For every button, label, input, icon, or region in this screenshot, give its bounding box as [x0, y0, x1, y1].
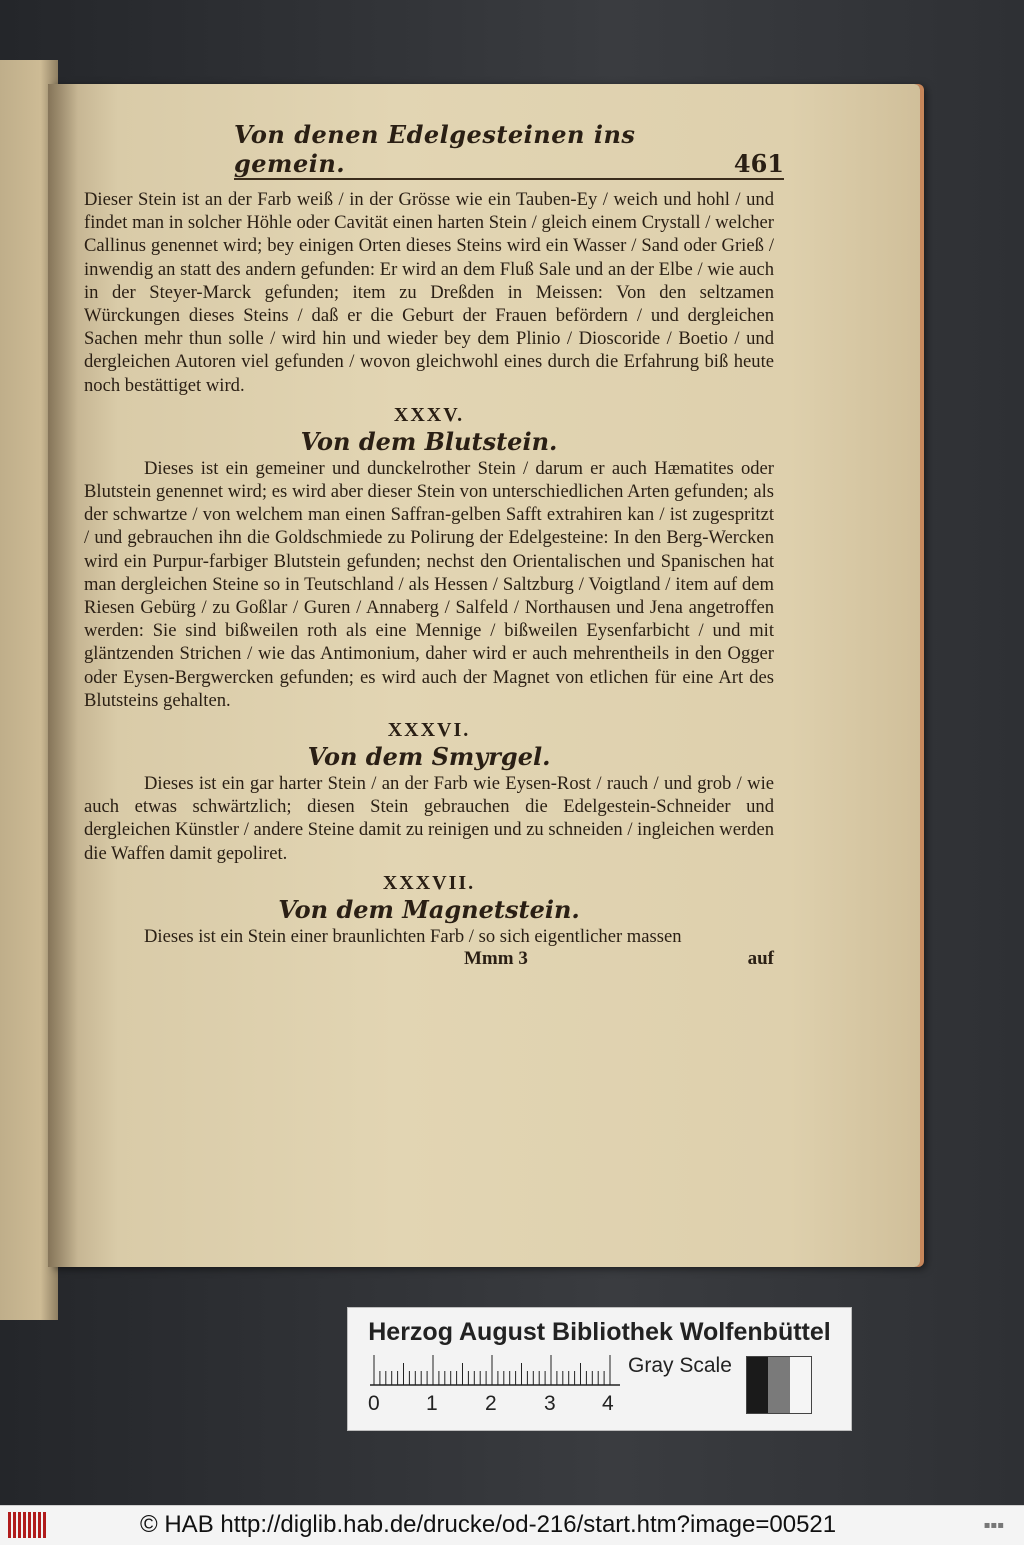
section-title-36: Von dem Smyrgel. [307, 742, 551, 772]
catchword: auf [747, 948, 774, 970]
section-text-36: Dieses ist ein gar harter Stein / an der Farb wie Eysen-Rost / rauch / und grob / wie auch etwas schwärtzlich; diesen Stein gebrauchen die Edelgestein-Schneider und dergleichen Künstler / andere Steine damit zu reinigen und zu schneiden / ingleichen werden die Waffen damit gepoliret. [84, 773, 774, 864]
viewer-footer [0, 1505, 1024, 1545]
section-number-36: XXXVI. [387, 719, 471, 742]
ruler-number-3: 3 [544, 1392, 556, 1415]
footer-marker-icon: ▪▪▪ [983, 1520, 1004, 1531]
signature-line [84, 948, 774, 974]
gray-swatch-dark [747, 1357, 768, 1413]
page-text-block [84, 120, 784, 974]
gray-scale-swatch [746, 1356, 812, 1414]
section-title-37: Von dem Magnetstein. [278, 894, 580, 924]
ruler-number-4: 4 [602, 1392, 614, 1415]
section-title-35: Von dem Blutstein. [300, 426, 558, 456]
ruler-number-2: 2 [485, 1392, 497, 1415]
page-number: 461 [733, 149, 784, 178]
copyright-url[interactable]: © HAB http://diglib.hab.de/drucke/od-216/start.htm?image=00521 [140, 1511, 837, 1538]
gray-scale-label: Gray Scale [628, 1354, 732, 1377]
section-text-37: Dieses ist ein Stein einer braunlichten Farb / so sich eigentlicher massen [144, 925, 682, 947]
page-gutter-shadow [48, 84, 78, 1267]
library-name: Herzog August Bibliothek Wolfenbüttel [368, 1318, 831, 1346]
section-text-35: Dieses ist ein gemeiner und dunckelrother Stein / darum er auch Hæmatites oder Blutstein genennet wird; es wird aber dieser Stein von unterschiedlichen Arten gefunden; als der schwartze / von welchem man einen Saffran-gelben Safft extrahiren kan / ist zugespritzt / und gebrauchen ihn die Goldschmiede zu Polirung der Edelgesteine: In den Berg-Wercken wird ein Purpur-farbiger Blutstein gefunden; nechst den Orientalischen und Spanischen hat man dergleichen Steine so in Teutschland / als Hessen / Saltzburg / Voigtland / item auf dem Riesen Gebürg / zu Goßlar / Guren / Annaberg / Salfeld / Northausen und Jena angetroffen werden: Sie sind bißweilen roth als eine Mennige / bißweilen Eysenfarbicht / und mit gläntzenden Strichen / wie das Antimonium, daher wird er auch mehrentheils in den Ogger oder Eysen-Bergwercken gefunden; es wird auch der Magnet von etlichen für eine Art des Blutsteins gehalten. [84, 457, 774, 711]
section-number-35: XXXV. [393, 403, 465, 426]
gray-swatch-mid [768, 1357, 789, 1413]
ruler-number-1: 1 [426, 1392, 438, 1415]
ruler-scale [370, 1354, 630, 1386]
running-head [234, 120, 784, 180]
ruler-number-0: 0 [368, 1392, 380, 1415]
hab-logo-icon [8, 1512, 46, 1538]
signature-mark: Mmm 3 [464, 948, 528, 970]
gray-swatch-light [790, 1357, 811, 1413]
intro-paragraph: Dieser Stein ist an der Farb weiß / in der Grösse wie ein Tauben-Ey / weich und hohl / und findet man in solcher Höhle oder Cavität einen harten Stein / gleich einem Crystall / welcher Callinus genennet wird; bey einigen Orten dieses Steins wird ein Wasser / Sand oder Grieß / inwendig an statt des andern gefunden: Er wird an dem Fluß Sale und an der Elbe / wie auch in der Steyer-Marck gefunden; item zu Dreßden in Meissen: Von den seltzamen Würckungen dieses Steins / daß er die Geburt der Frauen befördern / und dergleichen Sachen mehr thun solle / wird hin und wieder bey dem Plinio / Dioscoride / Boetio / und dergleichen Autoren viel gefunden / wovon gleichwohl eines durch die Erfahrung biß heute noch bestättiget wird. [84, 189, 774, 396]
section-number-37: XXXVII. [382, 871, 476, 894]
color-calibration-card [347, 1307, 852, 1431]
running-title: Von denen Edelgesteinen ins gemein. [234, 120, 636, 178]
